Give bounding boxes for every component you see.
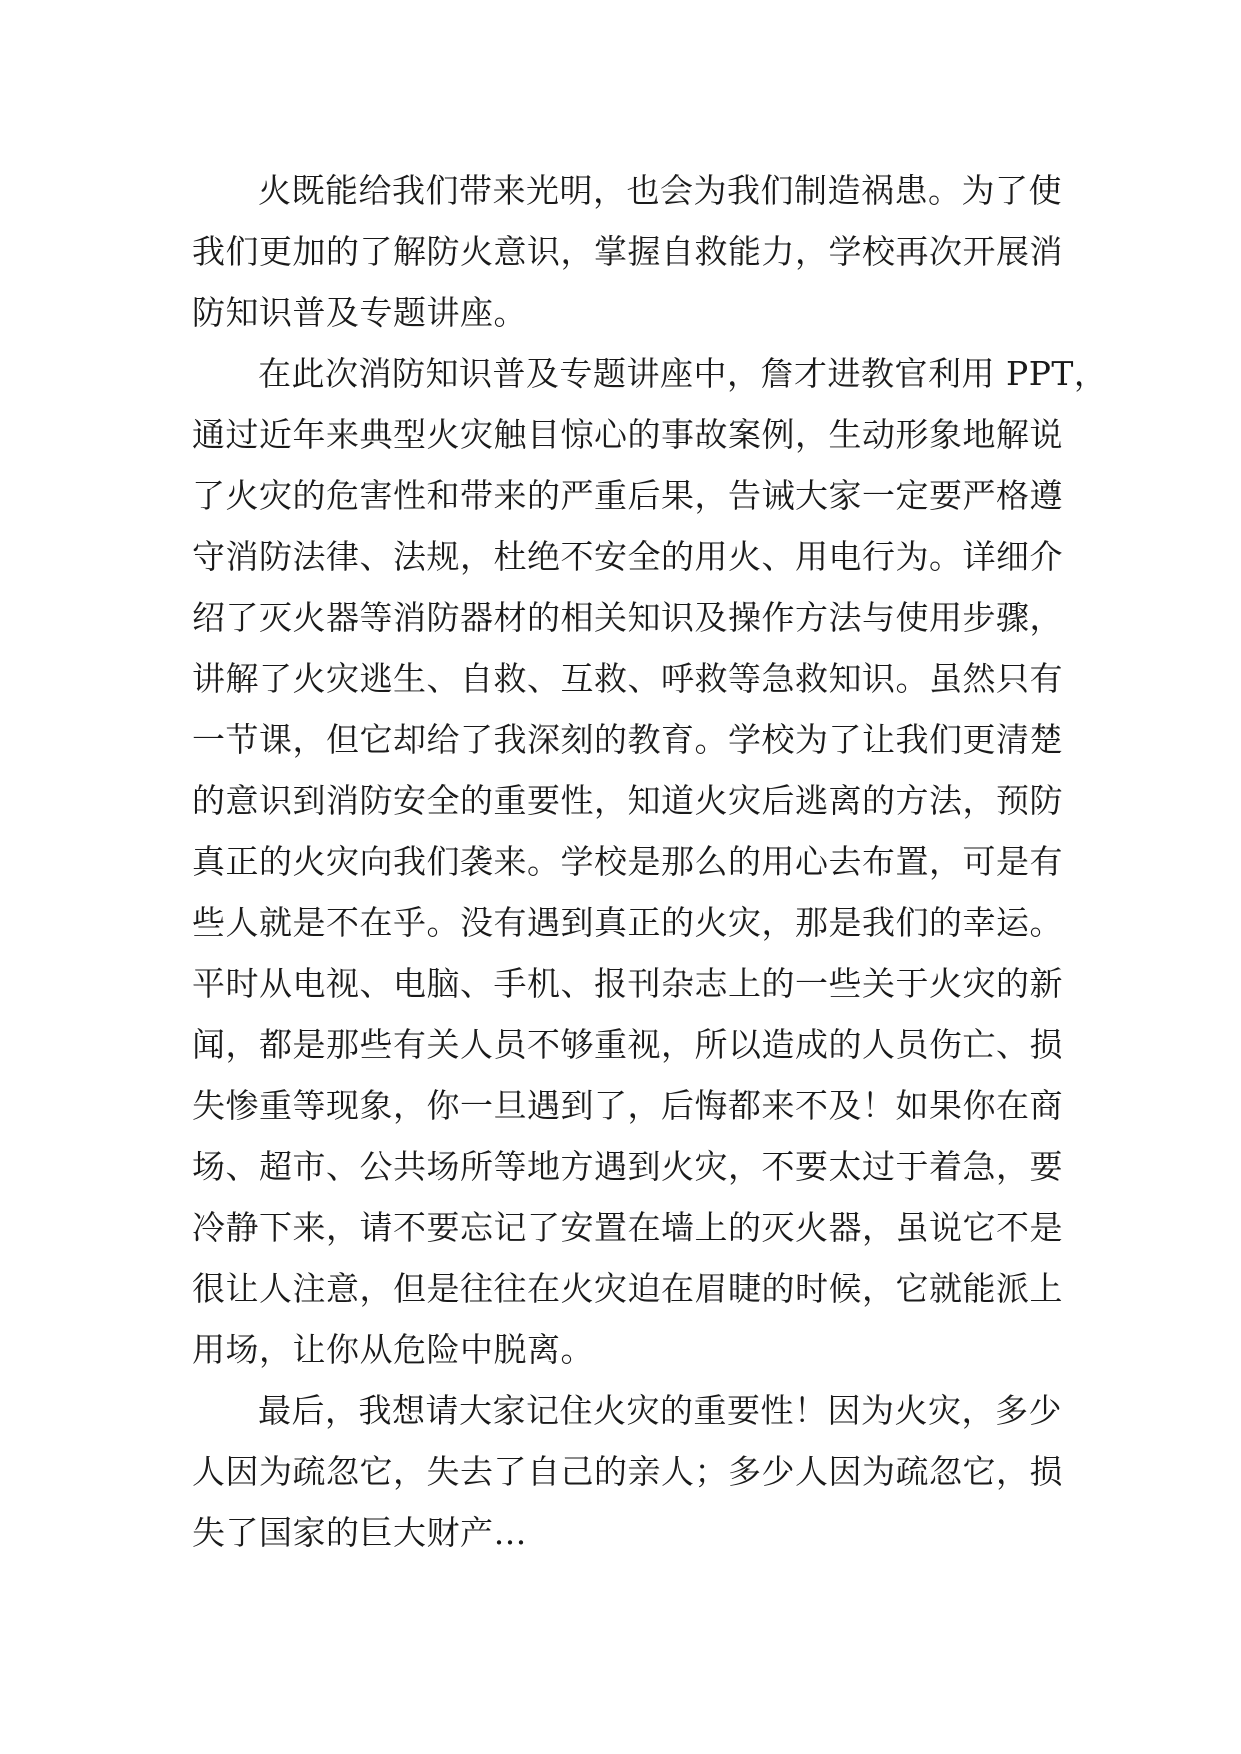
paragraph-1 bbox=[192, 160, 1063, 343]
text-line: 我们更加的了解防火意识，掌握自救能力，学校再次开展消 bbox=[192, 232, 1063, 271]
text-line: 了火灾的危害性和带来的严重后果，告诫大家一定要严格遵 bbox=[192, 476, 1063, 515]
text-line: 讲解了火灾逃生、自救、互救、呼救等急救知识。虽然只有 bbox=[192, 659, 1063, 698]
text-line: 火既能给我们带来光明，也会为我们制造祸患。为了使 bbox=[258, 171, 1062, 210]
text-line: 闻，都是那些有关人员不够重视，所以造成的人员伤亡、损 bbox=[192, 1025, 1063, 1064]
text-line: 冷静下来，请不要忘记了安置在墙上的灭火器，虽说它不是 bbox=[192, 1208, 1063, 1247]
text-line: 守消防法律、法规，杜绝不安全的用火、用电行为。详细介 bbox=[192, 537, 1063, 576]
text-line: 很让人注意，但是往往在火灾迫在眉睫的时候，它就能派上 bbox=[192, 1269, 1063, 1308]
text-line: 一节课，但它却给了我深刻的教育。学校为了让我们更清楚 bbox=[192, 720, 1063, 759]
text-line: 防知识普及专题讲座。 bbox=[192, 293, 527, 332]
text-line: 通过近年来典型火灾触目惊心的事故案例，生动形象地解说 bbox=[192, 415, 1063, 454]
paragraph-2 bbox=[192, 343, 1108, 1380]
paragraph-3 bbox=[192, 1380, 1063, 1563]
text-line: 平时从电视、电脑、手机、报刊杂志上的一些关于火灾的新 bbox=[192, 964, 1063, 1003]
document-body bbox=[192, 160, 1108, 1563]
text-line: 失惨重等现象，你一旦遇到了，后悔都来不及！如果你在商 bbox=[192, 1086, 1063, 1125]
text-line: 些人就是不在乎。没有遇到真正的火灾，那是我们的幸运。 bbox=[192, 903, 1063, 942]
text-line: 真正的火灾向我们袭来。学校是那么的用心去布置，可是有 bbox=[192, 842, 1063, 881]
text-line: 在此次消防知识普及专题讲座中，詹才进教官利用 PPT， bbox=[258, 354, 1108, 393]
text-line: 的意识到消防安全的重要性，知道火灾后逃离的方法，预防 bbox=[192, 781, 1063, 820]
text-line: 场、超市、公共场所等地方遇到火灾，不要太过于着急，要 bbox=[192, 1147, 1063, 1186]
text-line: 失了国家的巨大财产… bbox=[192, 1513, 527, 1552]
text-line: 用场，让你从危险中脱离。 bbox=[192, 1330, 594, 1369]
text-line: 人因为疏忽它，失去了自己的亲人；多少人因为疏忽它，损 bbox=[192, 1452, 1063, 1491]
text-line: 最后，我想请大家记住火灾的重要性！因为火灾，多少 bbox=[258, 1391, 1062, 1430]
text-line: 绍了灭火器等消防器材的相关知识及操作方法与使用步骤， bbox=[192, 598, 1063, 637]
